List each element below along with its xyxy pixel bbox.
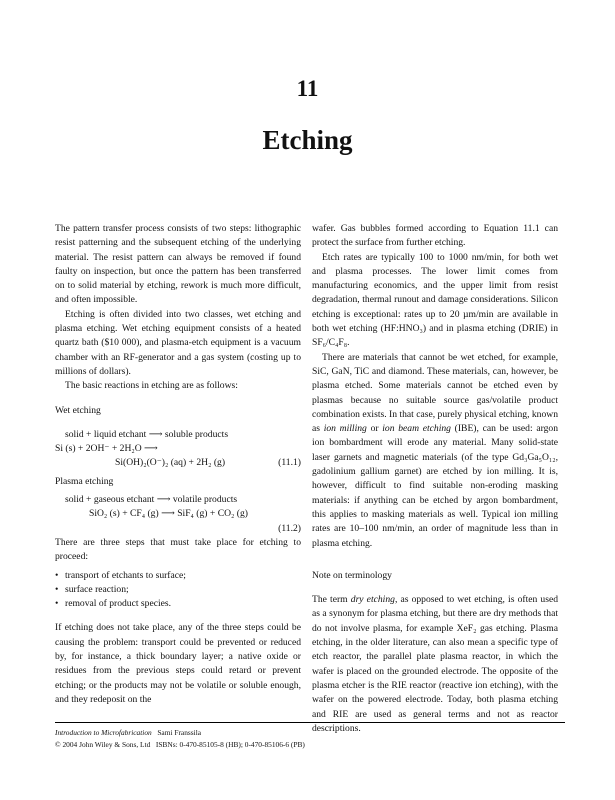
- paragraph: There are materials that cannot be wet etched, for example, SiC, GaN, TiC and diamond. These materials, can, however, be plasma etched. Some materials cannot be etched even by plasmas because no suitable source gas/volatile product combination exists. In that case, purely physical etching, known as ion milling or ion beam etching (IBE), can be used: argon ion bombardment will erode any material. Many solid-state laser garnets and magnetic materials (of the type Gd₃Ga₅O₁₂, gadolinium gallium garnet) are etched by ion milling. It is, however, difficult to find suitable non-eroding masking materials: if anything can be etched by argon bombardment, this applies to masking materials as well. Typical ion milling rates are 10–100 nm/min, an order of magnitude less than in plasma etching.: [312, 351, 559, 549]
- paragraph: The pattern transfer process consists of two steps: lithographic resist patterning and the subsequent etching of the underlying material. The resist pattern can always be removed if found faulty on inspection, but once the pattern has been transferred on to solid material by etching, rework is much more difficult, and often impossible.: [55, 223, 301, 306]
- list-item: • transport of etchants to surface;: [55, 569, 301, 583]
- chapter-number: 11: [296, 76, 319, 101]
- footer-book-line: [55, 727, 201, 738]
- paragraph: The term dry etching, as opposed to wet etching, is often used as a synonym for plasma etching, but there are dry methods that do not involve plasma, for example XeF₂ gas etching. Plasma etching, in the older literature, can also mean a specific type of etch reactor, the parallel plate plasma reactor, in which the wafer is placed on the grounded electrode. The opposite of the plasma etcher is the RIE reactor (reactive ion etching), with the wafer on the powered electrode. Today, both plasma etching and RIE are used as general terms and not as reactor descriptions.: [312, 594, 559, 734]
- isbn: ISBNs: 0-470-85105-8 (HB); 0-470-85106-6 (PB): [155, 740, 305, 749]
- chapter-title: Etching: [262, 125, 353, 155]
- paragraph: There are three steps that must take place for etching to proceed:: [55, 536, 301, 563]
- list-item: • removal of product species.: [55, 597, 301, 611]
- paragraph: Etching is often divided into two classes, wet etching and plasma etching. Wet etching equipment consists of a heated quartz bath ($10 000), and plasma-etch equipment is a vacuum chamber with an RF-generator and a gas system (costing up to millions of dollars).: [55, 308, 301, 377]
- paragraph: Etch rates are typically 100 to 1000 nm/min, for both wet and plasma processes. The lower limit comes from manufacturing economics, and the upper limit from resist degradation, thermal runout and damage considerations. Silicon etching is exceptional: rates up to 20 µm/min are available in both wet etching (HF:HNO₃) and in plasma etching (DRIE) in SF₆/C₄F₈.: [312, 251, 558, 349]
- left-column: [55, 222, 301, 707]
- wet-etching-heading: Wet etching: [55, 404, 101, 416]
- paragraph: The basic reactions in etching are as follows:: [65, 380, 238, 392]
- author: Sami Franssila: [157, 728, 202, 737]
- etching-steps-list: [55, 569, 301, 612]
- list-item: • surface reaction;: [55, 583, 301, 597]
- right-column: [312, 222, 558, 736]
- paragraph: wafer. Gas bubbles formed according to Equation 11.1 can protect the surface from further etching.: [312, 223, 558, 249]
- plasma-etching-heading: Plasma etching: [55, 475, 114, 487]
- book-title: Introduction to Microfabrication: [55, 728, 152, 737]
- equation-11-2: SiO₂ (s) + CF₄ (g) ⟶ SiF₄ (g) + CO₂ (g): [89, 508, 248, 520]
- equation-number: (11.1): [278, 457, 301, 469]
- equation-11-1-line1: Si (s) + 2OH⁻ + 2H₂O ⟶: [55, 443, 158, 455]
- equation-11-1-line2: [55, 456, 301, 470]
- note-heading: Note on terminology: [312, 569, 392, 581]
- copyright: © 2004 John Wiley & Sons, Ltd: [55, 740, 151, 749]
- equation-plasma-general: solid + gaseous etchant ⟶ volatile products: [65, 494, 238, 506]
- footer-divider: [55, 722, 565, 723]
- equation-11-1-products: Si(OH)₂(O⁻)₂ (aq) + 2H₂ (g): [115, 457, 226, 469]
- equation-number: (11.2): [278, 522, 301, 534]
- footer-copyright-line: [55, 739, 305, 750]
- equation-wet-general: solid + liquid etchant ⟶ soluble products: [65, 428, 229, 440]
- paragraph: If etching does not take place, any of the three steps could be causing the problem: transport could be prevented or reduced by, for instance, a thick boundary layer; a native oxide or residues from the previous steps could retard or prevent etching; or the products may not be volatile or soluble enough, and they redeposit on the: [55, 622, 301, 705]
